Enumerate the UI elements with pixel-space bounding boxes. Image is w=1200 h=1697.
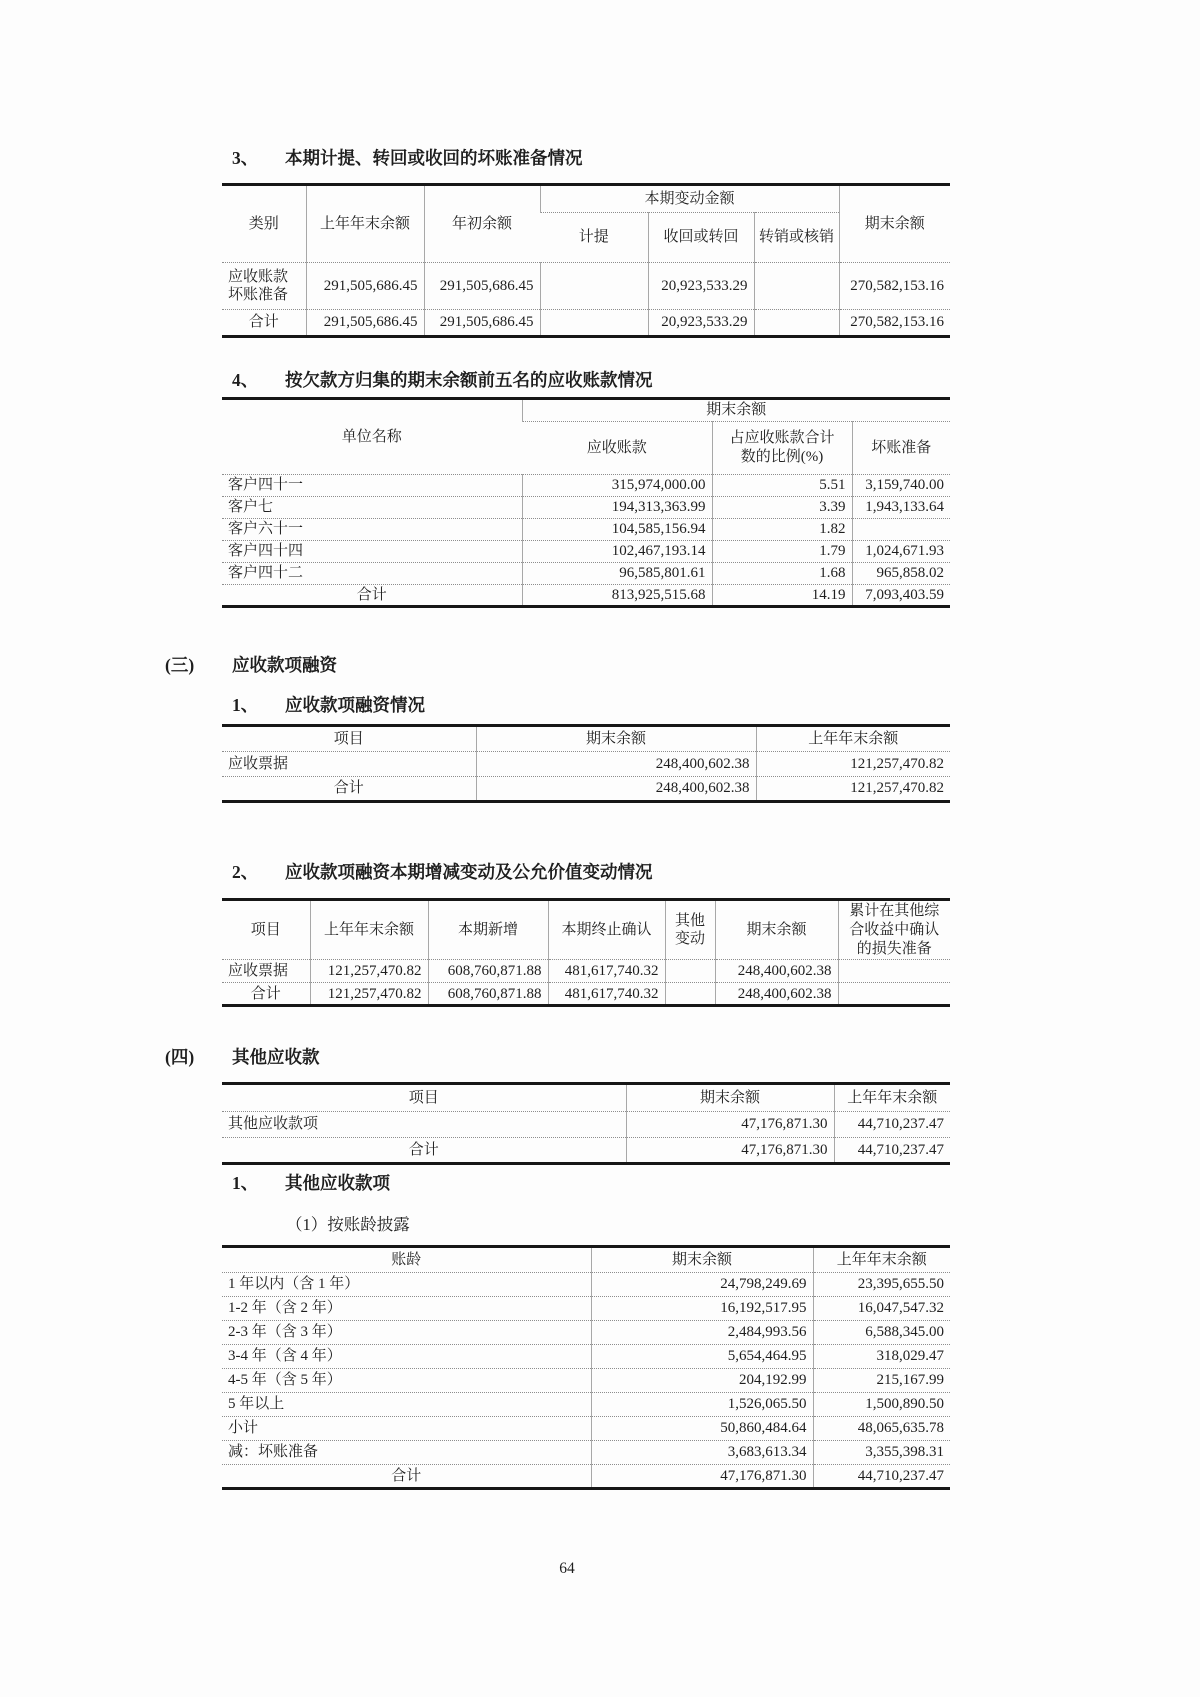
table-cell: 96,585,801.61	[522, 563, 712, 585]
table-cell	[540, 310, 648, 337]
part-4-1-heading	[232, 1172, 390, 1195]
col-header-derecognized: 本期终止确认	[548, 900, 665, 960]
col-header-prior-year-end: 上年年末余额	[834, 1084, 950, 1112]
table-cell: 248,400,602.38	[715, 983, 838, 1006]
table-row	[222, 563, 950, 585]
table-cell: 客户四十二	[222, 563, 522, 585]
table-cell: 24,798,249.69	[591, 1273, 813, 1297]
table-cell	[838, 983, 950, 1006]
table-total-row	[222, 585, 950, 607]
table-cell: 合计	[222, 1465, 591, 1489]
part-4-title: 其他应收款	[232, 1047, 320, 1067]
table-row	[222, 1393, 950, 1417]
table-cell: 965,858.02	[852, 563, 950, 585]
table-row	[222, 541, 950, 563]
part-4-1-number: 1、	[232, 1173, 259, 1193]
col-header-ratio-text: 占应收账款合计数的比例(%)	[729, 430, 835, 465]
section-4-number: 4、	[232, 370, 259, 390]
table-cell: 16,047,547.32	[813, 1297, 950, 1321]
table-cell: 16,192,517.95	[591, 1297, 813, 1321]
table-row	[222, 752, 950, 777]
part-3-title: 应收款项融资	[232, 655, 337, 675]
table-cell: 44,710,237.47	[813, 1465, 950, 1489]
receivables-financing-change-table	[222, 898, 950, 1007]
table-cell: 1,024,671.93	[852, 541, 950, 563]
col-header-period-change: 本期变动金额	[540, 185, 839, 213]
table-cell: 215,167.99	[813, 1369, 950, 1393]
table-cell: 3.39	[712, 497, 852, 519]
table-total-row	[222, 983, 950, 1006]
table-row	[222, 263, 950, 310]
col-header-item: 项目	[333, 730, 364, 747]
col-header-accrual: 计提	[540, 213, 648, 263]
table-cell: 23,395,655.50	[813, 1273, 950, 1297]
table-cell: 47,176,871.30	[626, 1112, 834, 1138]
col-header-ratio	[712, 422, 852, 475]
table-row	[222, 497, 950, 519]
table-cell: 14.19	[712, 585, 852, 607]
table-cell	[665, 983, 715, 1006]
table-row	[222, 519, 950, 541]
table-header-row	[222, 1247, 950, 1273]
table-cell: 270,582,153.16	[839, 263, 950, 310]
part-4-number: (四)	[165, 1047, 195, 1067]
table-cell	[754, 310, 839, 337]
col-header-category: 类别	[248, 215, 279, 232]
col-header-year-begin: 年初余额	[424, 185, 540, 263]
col-header-writeoff: 转销或核销	[754, 213, 839, 263]
table-cell: 481,617,740.32	[548, 983, 665, 1006]
table-cell: 客户六十一	[222, 519, 522, 541]
table-cell: 121,257,470.82	[756, 752, 950, 777]
top5-receivables-table	[222, 397, 950, 608]
section-4-title: 按欠款方归集的期末余额前五名的应收账款情况	[285, 370, 653, 390]
col-header-accounts-receivable: 应收账款	[522, 422, 712, 475]
aging-disclosure-heading	[286, 1214, 410, 1235]
table-row	[222, 475, 950, 497]
table-cell: 4-5 年（含 5 年）	[222, 1369, 591, 1393]
table-cell: 小计	[222, 1417, 591, 1441]
table-cell: 315,974,000.00	[522, 475, 712, 497]
table-cell: 20,923,533.29	[648, 310, 754, 337]
table-cell: 应收票据	[222, 960, 310, 983]
table-cell: 3-4 年（含 4 年）	[222, 1345, 591, 1369]
table-cell: 7,093,403.59	[852, 585, 950, 607]
table-cell: 合计	[222, 777, 476, 802]
table-cell: 2,484,993.56	[591, 1321, 813, 1345]
section-3-number: 3、	[232, 148, 259, 168]
table-cell: 248,400,602.38	[476, 777, 756, 802]
table-cell: 1,526,065.50	[591, 1393, 813, 1417]
part-4-heading	[165, 1046, 320, 1069]
table-cell: 608,760,871.88	[428, 960, 548, 983]
table-row	[222, 1417, 950, 1441]
table-cell: 104,585,156.94	[522, 519, 712, 541]
table-cell	[665, 960, 715, 983]
part-4-1-title: 其他应收款项	[285, 1173, 390, 1193]
table-cell: 1.68	[712, 563, 852, 585]
table-cell: 318,029.47	[813, 1345, 950, 1369]
col-header-entity-name: 单位名称	[341, 428, 402, 445]
part-3-1-number: 1、	[232, 695, 259, 715]
table-cell: 291,505,686.45	[306, 263, 424, 310]
table-cell: 813,925,515.68	[522, 585, 712, 607]
table-total-row	[222, 1465, 950, 1489]
table-cell: 减：坏账准备	[222, 1441, 591, 1465]
col-header-prior-year-end: 上年年末余额	[310, 900, 428, 960]
aging-disclosure-table	[222, 1245, 950, 1490]
col-header-period-end: 期末余额	[839, 185, 950, 263]
section-3-title: 本期计提、转回或收回的坏账准备情况	[285, 148, 583, 168]
col-header-prior-year-end: 上年年末余额	[306, 185, 424, 263]
table-cell: 应收票据	[222, 752, 476, 777]
table-cell: 121,257,470.82	[310, 960, 428, 983]
col-header-recover: 收回或转回	[648, 213, 754, 263]
table-cell: 20,923,533.29	[648, 263, 754, 310]
page-number: 64	[559, 1560, 575, 1577]
part-3-2-number: 2、	[232, 862, 259, 882]
table-cell: 3,159,740.00	[852, 475, 950, 497]
section-4-heading	[232, 369, 653, 392]
table-cell: 1 年以内（含 1 年）	[222, 1273, 591, 1297]
table-cell	[838, 960, 950, 983]
table-cell: 5 年以上	[222, 1393, 591, 1417]
col-header-period-end: 期末余额	[591, 1247, 813, 1273]
table-cell: 194,313,363.99	[522, 497, 712, 519]
aging-disclosure-title: （1）按账龄披露	[286, 1215, 410, 1234]
table-cell: 2-3 年（含 3 年）	[222, 1321, 591, 1345]
table-cell: 客户四十一	[222, 475, 522, 497]
table-row	[222, 1297, 950, 1321]
table-cell: 客户七	[222, 497, 522, 519]
table-cell: 291,505,686.45	[306, 310, 424, 337]
table-cell: 1.79	[712, 541, 852, 563]
table-cell: 其他应收款项	[222, 1112, 626, 1138]
table-cell: 1,500,890.50	[813, 1393, 950, 1417]
col-header-prior-year-end: 上年年末余额	[756, 726, 950, 752]
col-header-item: 项目	[408, 1089, 439, 1106]
table-header-row	[222, 726, 950, 752]
bad-debt-provision-table	[222, 183, 950, 338]
table-row	[222, 1441, 950, 1465]
table-row	[222, 1345, 950, 1369]
section-3-heading	[232, 147, 583, 170]
table-cell: 3,683,613.34	[591, 1441, 813, 1465]
table-cell: 204,192.99	[591, 1369, 813, 1393]
col-header-period-end: 期末余额	[626, 1084, 834, 1112]
table-cell: 合计	[222, 983, 310, 1006]
table-cell: 5.51	[712, 475, 852, 497]
part-3-2-heading	[232, 861, 653, 884]
part-3-2-title: 应收款项融资本期增减变动及公允价值变动情况	[285, 862, 653, 882]
table-cell: 44,710,237.47	[834, 1138, 950, 1164]
table-cell: 50,860,484.64	[591, 1417, 813, 1441]
table-cell: 270,582,153.16	[839, 310, 950, 337]
col-header-period-end: 期末余额	[522, 399, 950, 422]
table-cell: 合计	[222, 585, 522, 607]
table-header-row	[222, 1084, 950, 1112]
col-header-period-end: 期末余额	[476, 726, 756, 752]
receivables-financing-table	[222, 724, 950, 803]
col-header-period-end: 期末余额	[715, 900, 838, 960]
col-header-added: 本期新增	[428, 900, 548, 960]
table-cell: 608,760,871.88	[428, 983, 548, 1006]
table-cell	[540, 263, 648, 310]
table-cell: 102,467,193.14	[522, 541, 712, 563]
col-header-bad-debt: 坏账准备	[852, 422, 950, 475]
table-cell: 3,355,398.31	[813, 1441, 950, 1465]
part-3-1-title: 应收款项融资情况	[285, 695, 425, 715]
table-cell: 1-2 年（含 2 年）	[222, 1297, 591, 1321]
table-row	[222, 1112, 950, 1138]
table-cell: 248,400,602.38	[715, 960, 838, 983]
table-header-row	[222, 185, 950, 213]
table-total-row	[222, 777, 950, 802]
part-3-number: (三)	[165, 655, 195, 675]
table-row	[222, 960, 950, 983]
table-cell: 应收账款坏账准备	[222, 263, 306, 310]
table-total-row	[222, 310, 950, 337]
col-header-loss-reserve-text: 累计在其他综合收益中确认的损失准备	[849, 903, 940, 957]
table-header-row	[222, 900, 950, 960]
col-header-loss-reserve	[838, 900, 950, 960]
part-3-heading	[165, 654, 337, 677]
table-cell	[754, 263, 839, 310]
table-row	[222, 1369, 950, 1393]
table-cell: 481,617,740.32	[548, 960, 665, 983]
col-header-prior-year-end: 上年年末余额	[813, 1247, 950, 1273]
table-cell: 合计	[222, 310, 306, 337]
table-cell: 1.82	[712, 519, 852, 541]
table-row	[222, 1273, 950, 1297]
table-header-row	[222, 399, 950, 422]
table-cell: 121,257,470.82	[310, 983, 428, 1006]
table-cell: 6,588,345.00	[813, 1321, 950, 1345]
table-cell: 1,943,133.64	[852, 497, 950, 519]
col-header-aging: 账龄	[391, 1251, 422, 1268]
table-row	[222, 1321, 950, 1345]
table-cell: 248,400,602.38	[476, 752, 756, 777]
table-cell: 5,654,464.95	[591, 1345, 813, 1369]
col-header-other-change: 其他变动	[665, 900, 715, 960]
table-cell: 合计	[222, 1138, 626, 1164]
other-receivables-table	[222, 1082, 950, 1165]
table-cell: 客户四十四	[222, 541, 522, 563]
col-header-item: 项目	[250, 921, 281, 938]
table-cell: 47,176,871.30	[626, 1138, 834, 1164]
table-cell: 44,710,237.47	[834, 1112, 950, 1138]
table-cell	[852, 519, 950, 541]
table-cell: 291,505,686.45	[424, 310, 540, 337]
table-cell: 47,176,871.30	[591, 1465, 813, 1489]
table-cell: 48,065,635.78	[813, 1417, 950, 1441]
table-cell: 121,257,470.82	[756, 777, 950, 802]
table-total-row	[222, 1138, 950, 1164]
part-3-1-heading	[232, 694, 425, 717]
table-cell: 291,505,686.45	[424, 263, 540, 310]
